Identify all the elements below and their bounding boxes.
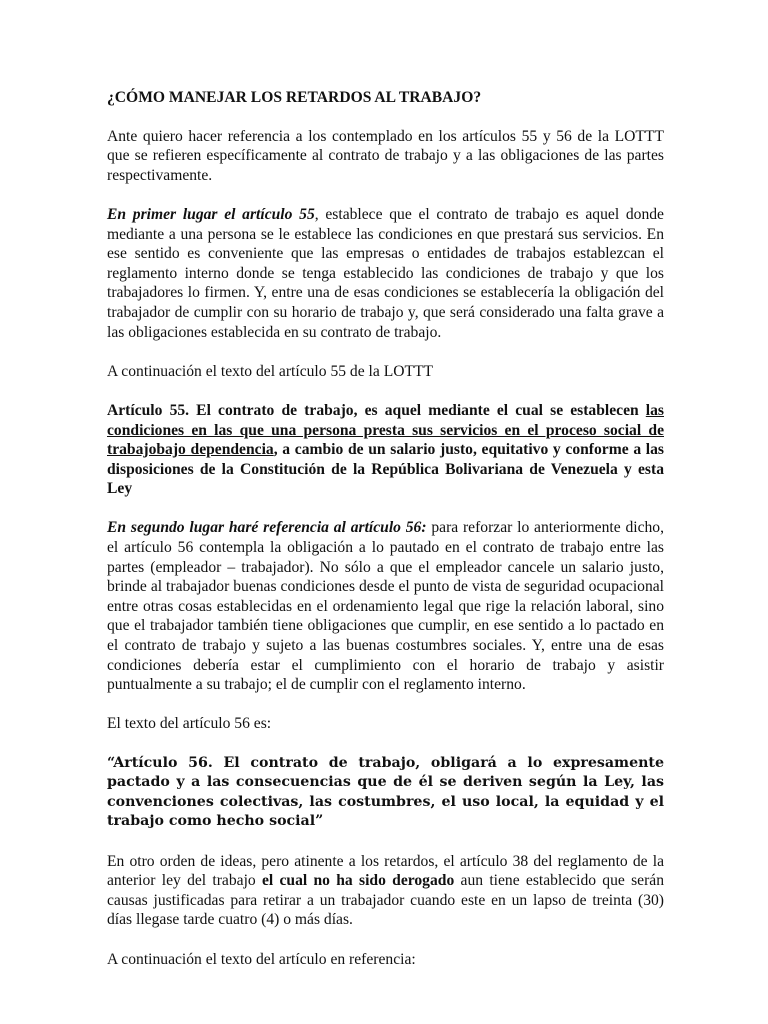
retardos-text-start: En otro orden de ideas, pero atinente a los retardos, el artículo 38 del reglamento de la anterior ley del trabajo [107,852,664,890]
article-56-commentary [107,518,664,694]
retardos-bold: el cual no ha sido derogado [261,872,455,890]
article-56-intro: El texto del artículo 56 es: [107,715,272,733]
article-55-quote [107,401,664,499]
article-55-commentary [107,205,664,342]
retardos-text-end: aun tiene establecido que serán causas justificadas para retirar a un trabajador cuando este en un lapso de treinta (30) días llegase tarde cuatro (4) o más días. [107,872,664,929]
document-title: ¿CÓMO MANEJAR LOS RETARDOS AL TRABAJO? [107,89,482,106]
article-55-lead: En primer lugar el artículo 55 [107,205,315,223]
article-reference-intro: A continuación el texto del artículo en referencia: [107,950,416,968]
article-55-quote-end: , a cambio de un salario justo, equitativo y conforme a las disposiciones de la Constitución de la República Bolivariana de Venezuela y esta Ley [107,441,665,498]
article-56-quote: “Artículo 56. El contrato de trabajo, obligará a lo expresamente pactado y a las consecuencias que de él se deriven según la Ley, las convenciones colectivas, las costumbres, el uso local, la equidad y el trabajo como hecho social” [107,754,664,830]
article-55-intro: A continuación el texto del artículo 55 de la LOTTT [107,362,434,380]
document-page [107,88,664,989]
intro-paragraph: Ante quiero hacer referencia a los contemplado en los artículos 55 y 56 de la LOTTT que se refieren específicamente al contrato de trabajo y a las obligaciones de las partes respectivamente. [107,127,664,184]
article-56-lead: En segundo lugar haré referencia al artículo 56: [107,519,427,537]
article-56-commentary-text: para reforzar lo anteriormente dicho, el artículo 56 contempla la obligación a lo pautado en el contrato de trabajo entre las partes (empleador – trabajador). No sólo a que el empleador cancele un salario justo, brinde al trabajador buenas condiciones desde el punto de vista de seguridad ocupacional entre otras cosas establecidas en el ordenamiento legal que rige la relación laboral, sino que el trabajador también tiene obligaciones que cumplir, en ese sentido a lo pactado en el contrato de trabajo y sujeto a las buenas costumbres sociales. Y, entre una de esas condiciones debería estar el cumplimiento con el horario de trabajo y asistir puntualmente a su trabajo; el de cumplir con el reglamento interno. [107,519,664,694]
article-55-commentary-text: , establece que el contrato de trabajo es aquel donde mediante a una persona se le establece las condiciones en que prestará sus servicios. En ese sentido es conveniente que las empresas o entidades de trabajos establezcan el reglamento interno donde se tenga establecido las condiciones de trabajo y que los trabajadores lo firmen. Y, entre una de esas condiciones se establecería la obligación del trabajador de cumplir con su horario de trabajo y, que será considerado una falta grave a las obligaciones establecida en su contrato de trabajo. [107,205,664,341]
article-55-quote-underlined: las condiciones en las que una persona presta sus servicios en el proceso social de trabajobajo dependencia [107,401,664,459]
article-55-quote-start: Artículo 55. El contrato de trabajo, es aquel mediante el cual se establecen [107,401,646,419]
retardos-paragraph [107,852,664,930]
